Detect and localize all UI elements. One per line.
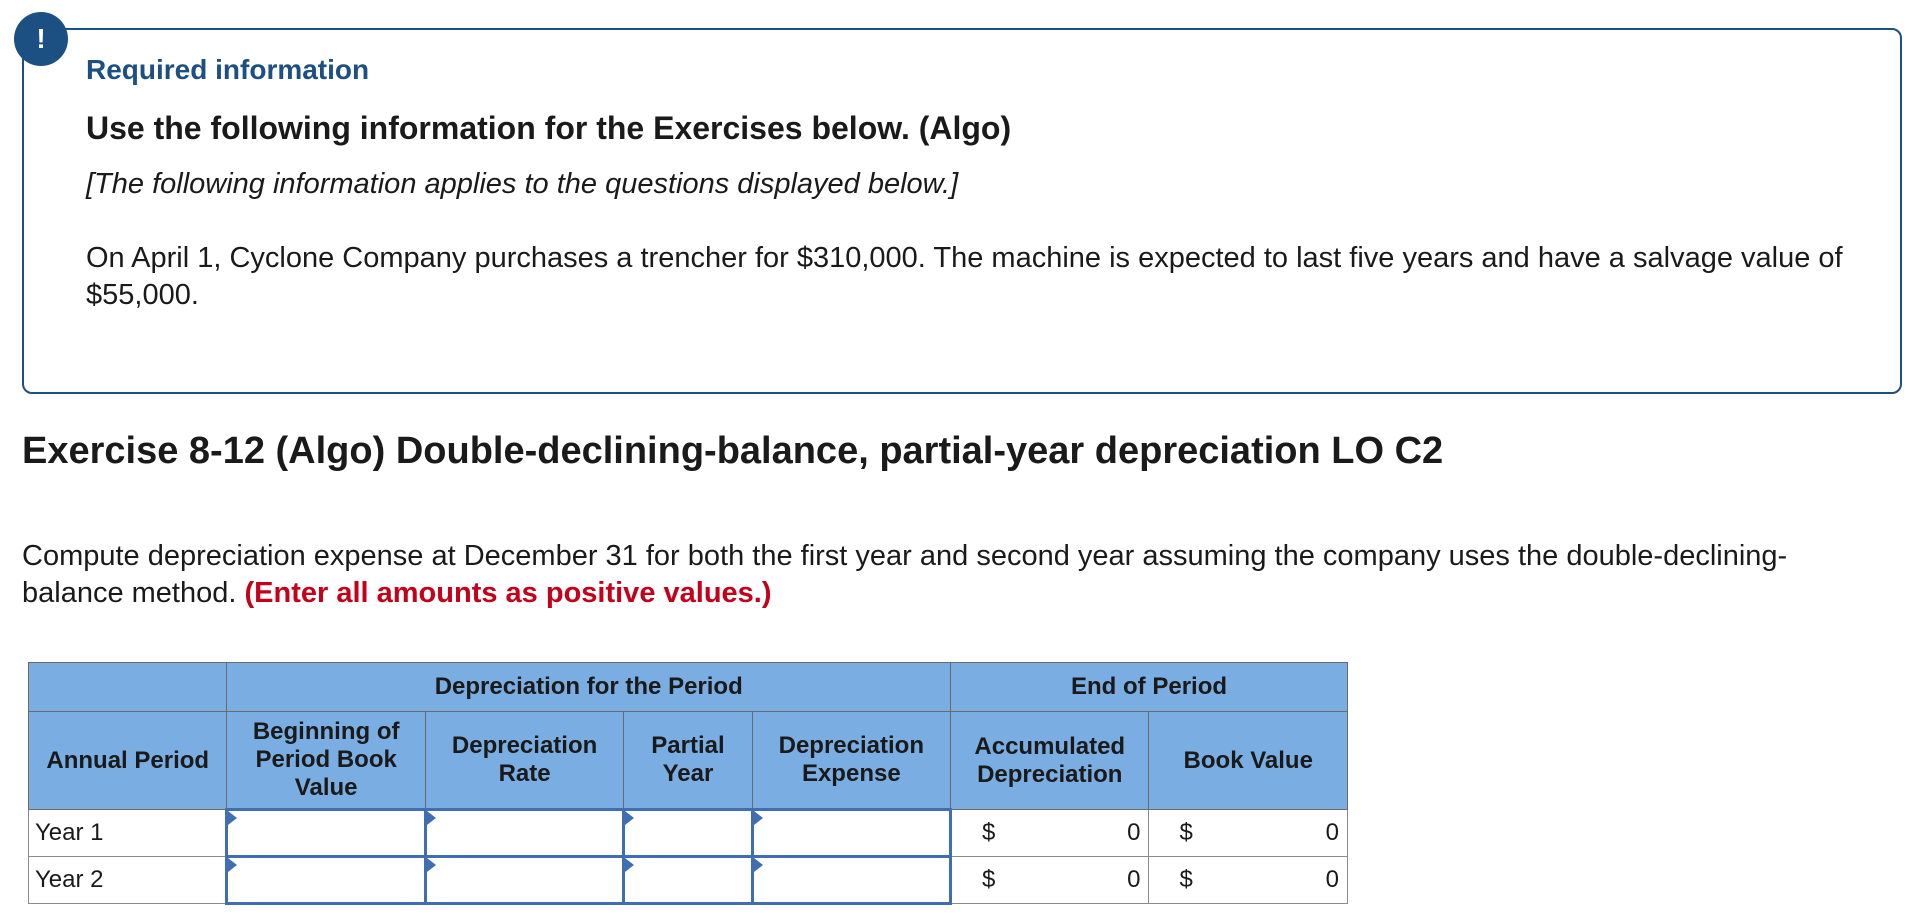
input-marker-icon: [625, 811, 634, 825]
partial-year-input[interactable]: [625, 813, 750, 853]
blank-header-cell: [29, 663, 227, 712]
annual-period-header: Annual Period: [29, 712, 227, 810]
partial-year-cell: [624, 857, 752, 904]
table-row: [29, 810, 1348, 857]
input-marker-icon: [754, 811, 763, 825]
depreciation-expense-header: Depreciation Expense: [752, 712, 950, 810]
required-info-heading: Required information: [86, 54, 370, 85]
depreciation-rate-header: Depreciation Rate: [425, 712, 623, 810]
book-value-cell: [1149, 810, 1348, 857]
depreciation-rate-cell: [425, 857, 623, 904]
input-marker-icon: [754, 858, 763, 872]
beginning-book-value-input[interactable]: [228, 813, 423, 853]
input-marker-icon: [228, 811, 237, 825]
depreciation-expense-cell: [752, 857, 950, 904]
depreciation-rate-input[interactable]: [427, 813, 622, 853]
beginning-book-value-header: Beginning of Period Book Value: [227, 712, 425, 810]
input-marker-icon: [427, 811, 436, 825]
period-label: Year 1: [29, 810, 227, 857]
beginning-book-value-input[interactable]: [228, 860, 423, 900]
currency-symbol: $: [982, 866, 996, 893]
partial-year-cell: [624, 810, 752, 857]
book-value-cell: [1149, 857, 1348, 904]
depreciation-expense-cell: [752, 810, 950, 857]
book-value-header: Book Value: [1149, 712, 1348, 810]
exercise-instructions: [22, 538, 1882, 612]
beginning-book-value-cell: [227, 857, 425, 904]
depreciation-expense-input[interactable]: [754, 813, 949, 853]
accumulated-depreciation-value: 0: [1127, 819, 1141, 846]
partial-year-header: Partial Year: [624, 712, 752, 810]
positive-values-note: (Enter all amounts as positive values.): [244, 577, 772, 609]
currency-symbol: $: [1179, 819, 1193, 846]
exercise-title: Exercise 8-12 (Algo) Double-declining-balance, partial-year depreciation LO C2: [22, 430, 1444, 472]
end-of-period-group-header: End of Period: [951, 663, 1348, 712]
depreciation-expense-input[interactable]: [754, 860, 949, 900]
book-value-value: 0: [1325, 866, 1339, 893]
alert-icon: !: [14, 12, 68, 66]
depreciation-table: [28, 662, 1348, 905]
instructions-text: Compute depreciation expense at December 31 for both the first year and second year assuming the company uses the double-declining-balance method.: [22, 540, 1788, 609]
input-marker-icon: [228, 858, 237, 872]
currency-symbol: $: [982, 819, 996, 846]
depreciation-rate-cell: [425, 810, 623, 857]
scenario-text: On April 1, Cyclone Company purchases a trencher for $310,000. The machine is expected to last five years and have a salvage value of $55,000.: [86, 242, 1843, 311]
depreciation-rate-input[interactable]: [427, 860, 622, 900]
accumulated-depreciation-cell: [951, 810, 1149, 857]
period-label: Year 2: [29, 857, 227, 904]
accumulated-depreciation-value: 0: [1127, 866, 1141, 893]
currency-symbol: $: [1179, 866, 1193, 893]
accumulated-depreciation-cell: [951, 857, 1149, 904]
table-row: [29, 857, 1348, 904]
book-value-value: 0: [1325, 819, 1339, 846]
partial-year-input[interactable]: [625, 860, 750, 900]
info-title: Use the following information for the Exercises below. (Algo): [86, 110, 1012, 146]
accumulated-depreciation-header: Accumulated Depreciation: [951, 712, 1149, 810]
input-marker-icon: [625, 858, 634, 872]
input-marker-icon: [427, 858, 436, 872]
applies-note: [The following information applies to the questions displayed below.]: [86, 168, 959, 200]
depreciation-period-group-header: Depreciation for the Period: [227, 663, 951, 712]
beginning-book-value-cell: [227, 810, 425, 857]
